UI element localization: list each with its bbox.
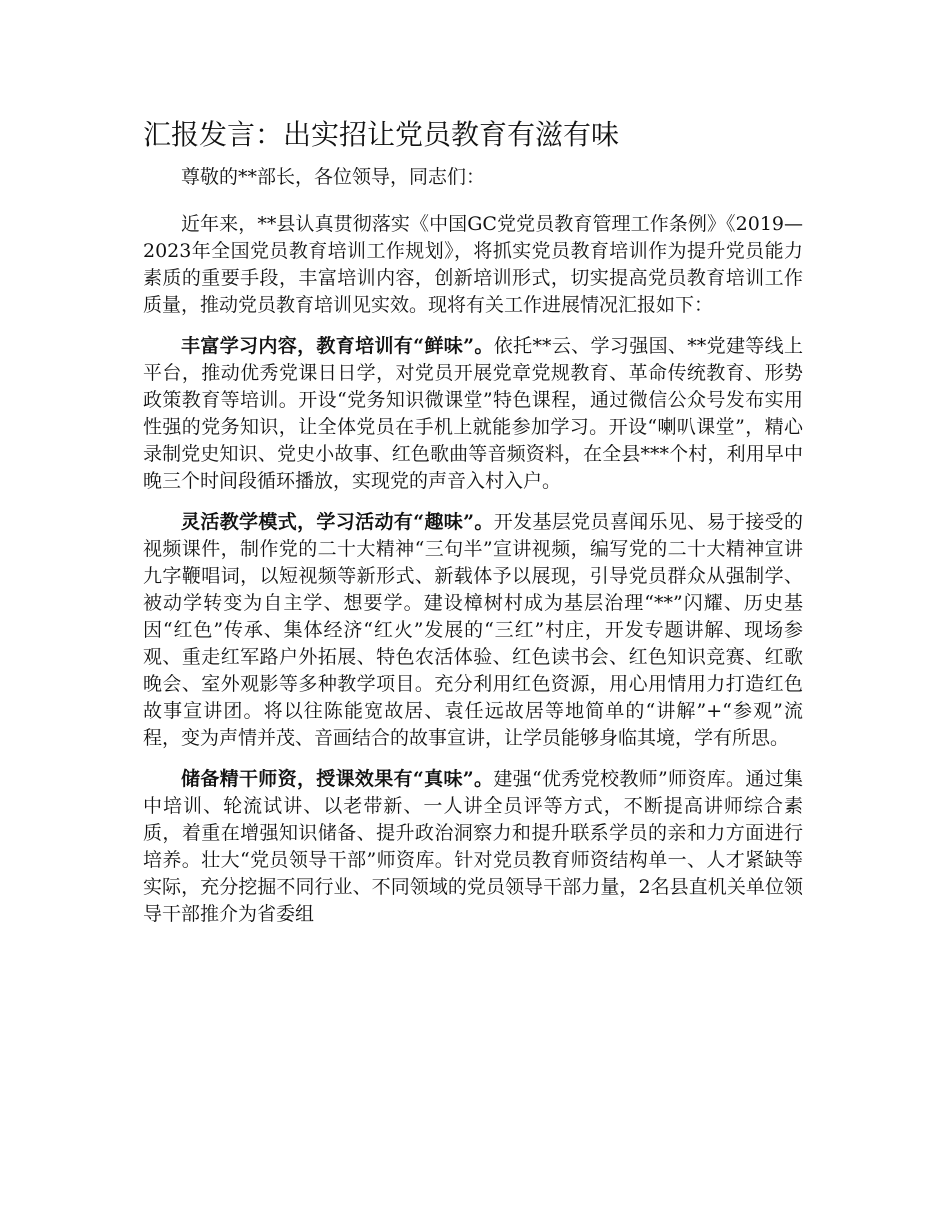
document-body bbox=[143, 112, 803, 942]
intro-paragraph: 近年来，**县认真贯彻落实《中国GC党党员教育管理工作条例》《2019—2023年全国党员教育培训工作规划》，将抓实党员教育培训作为提升党员能力素质的重要手段，丰富培训内容，创新培训形式，切实提高党员教育培训工作质量，推动党员教育培训见实效。现将有关工作进展情况汇报如下： bbox=[143, 213, 803, 316]
section-body-3: 建强“优秀党校教师”师资库。通过集中培训、轮流试讲、以老带新、一人讲全员评等方式，不断提高讲师综合素质，着重在增强知识储备、提升政治洞察力和提升联系学员的亲和力方面进行培养。壮大“党员领导干部”师资库。针对党员教育师资结构单一、人才紧缺等实际，充分挖掘不同行业、不同领域的党员领导干部力量，2名县直机关单位领导干部推介为省委组 bbox=[143, 768, 803, 925]
section-heading-3: 储备精干师资，授课效果有“真味”。 bbox=[181, 768, 494, 790]
section-paragraph-2 bbox=[143, 509, 803, 752]
section-heading-1: 丰富学习内容，教育培训有“鲜味”。 bbox=[181, 335, 494, 357]
section-paragraph-3 bbox=[143, 766, 803, 928]
document-title: 汇报发言：出实招让党员教育有滋有味 bbox=[143, 118, 620, 151]
section-paragraph-1 bbox=[143, 333, 803, 495]
section-heading-2: 灵活教学模式，学习活动有“趣味”。 bbox=[181, 511, 494, 533]
greeting-paragraph: 尊敬的**部长，各位领导，同志们： bbox=[181, 166, 486, 188]
section-body-1: 依托**云、学习强国、**党建等线上平台，推动优秀党课日日学，对党员开展党章党规教育、革命传统教育、形势政策教育等培训。开设“党务知识微课堂”特色课程，通过微信公众号发布实用性强的党务知识，让全体党员在手机上就能参加学习。开设“喇叭课堂”，精心录制党史知识、党史小故事、红色歌曲等音频资料，在全县***个村，利用早中晚三个时间段循环播放，实现党的声音入村入户。 bbox=[143, 335, 803, 492]
section-body-2: 开发基层党员喜闻乐见、易于接受的视频课件，制作党的二十大精神“三句半”宣讲视频，编写党的二十大精神宣讲九字鞭唱词，以短视频等新形式、新载体予以展现，引导党员群众从强制学、被动学转变为自主学、想要学。建设樟树村成为基层治理“**”闪耀、历史基因“红色”传承、集体经济“红火”发展的“三红”村庄，开发专题讲解、现场参观、重走红军路户外拓展、特色农活体验、红色读书会、红色知识竞赛、红歌晚会、室外观影等多种教学项目。充分利用红色资源，用心用情用力打造红色故事宣讲团。将以往陈能宽故居、袁任远故居等地简单的“讲解”+“参观”流程，变为声情并茂、音画结合的故事宣讲，让学员能够身临其境，学有所思。 bbox=[143, 511, 803, 749]
